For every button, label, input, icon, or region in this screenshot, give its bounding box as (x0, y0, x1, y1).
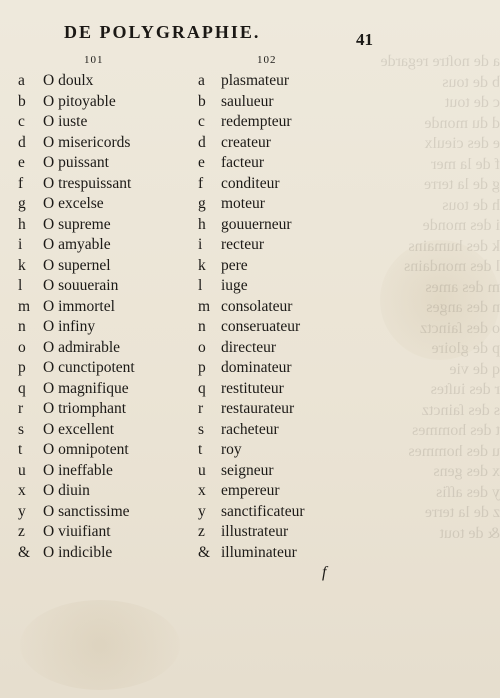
list-item (18, 297, 135, 318)
cipher-word: consolateur (221, 297, 293, 315)
cipher-letter: & (18, 543, 31, 561)
cipher-letter: y (198, 502, 206, 520)
cipher-letter: d (18, 133, 26, 151)
cipher-letter: c (198, 113, 205, 130)
paper-stain (380, 240, 500, 360)
cipher-word: O diuin (43, 482, 90, 499)
cipher-letter: n (18, 318, 26, 335)
cipher-letter: y (18, 502, 26, 520)
cipher-letter: l (198, 277, 203, 294)
list-item (18, 543, 135, 564)
list-item (198, 543, 304, 564)
list-item (18, 440, 135, 461)
cipher-word: O admirable (43, 338, 121, 356)
list-item (18, 133, 135, 154)
cipher-letter: p (198, 359, 206, 376)
list-item (18, 338, 135, 359)
cipher-letter: e (198, 154, 205, 171)
cipher-word: recteur (221, 236, 265, 253)
cipher-letter: u (198, 461, 206, 479)
cipher-word: O doulx (43, 72, 94, 89)
list-item (198, 174, 304, 195)
cipher-word: O excelse (43, 195, 104, 212)
list-item (198, 297, 304, 318)
list-item (198, 317, 304, 338)
cipher-word: empereur (221, 482, 280, 499)
cipher-word: illuminateur (221, 543, 297, 561)
cipher-word: O supreme (43, 215, 111, 233)
cipher-word: O trespuissant (43, 174, 132, 192)
cipher-word: restaurateur (221, 400, 295, 417)
cipher-word: saulueur (221, 92, 274, 110)
list-item (198, 338, 304, 359)
list-item (198, 112, 304, 133)
cipher-word: O omnipotent (43, 441, 129, 458)
cipher-letter: q (198, 379, 206, 397)
list-item (18, 92, 135, 113)
cipher-letter: e (18, 154, 25, 171)
list-item (198, 133, 304, 154)
cipher-letter: i (198, 236, 203, 253)
cipher-word: facteur (221, 154, 265, 171)
column-number-right: 102 (257, 54, 277, 66)
list-item (18, 502, 135, 523)
list-item (18, 153, 135, 174)
cipher-letter: h (198, 215, 206, 233)
cipher-letter: p (18, 359, 26, 376)
list-item (18, 112, 135, 133)
list-item (198, 194, 304, 215)
cipher-word: O amyable (43, 236, 111, 253)
column-number-left: 101 (84, 54, 104, 66)
list-item (198, 71, 304, 92)
cipher-word: moteur (221, 195, 265, 212)
list-item (198, 420, 304, 441)
cipher-letter: i (18, 236, 23, 253)
cipher-word: conseruateur (221, 318, 301, 335)
list-item (198, 440, 304, 461)
list-item (18, 174, 135, 195)
list-item (198, 92, 304, 113)
cipher-word: gouuerneur (221, 215, 292, 233)
running-title: DE POLYGRAPHIE. (64, 22, 261, 42)
list-item (198, 235, 304, 256)
cipher-letter: g (198, 195, 206, 212)
cipher-word: conditeur (221, 174, 280, 192)
list-item (198, 276, 304, 297)
cipher-letter: c (18, 113, 25, 130)
cipher-letter: u (18, 461, 26, 479)
cipher-letter: o (198, 338, 206, 356)
list-item (18, 481, 135, 502)
list-item (18, 358, 135, 379)
cipher-letter: x (198, 482, 206, 499)
list-item (198, 481, 304, 502)
right-word-list (198, 71, 304, 563)
list-item (198, 153, 304, 174)
cipher-word: O cunctipotent (43, 359, 135, 376)
list-item (18, 276, 135, 297)
cipher-letter: q (18, 379, 26, 397)
cipher-letter: a (18, 72, 25, 89)
cipher-letter: d (198, 133, 206, 151)
catchword: f (322, 564, 327, 581)
cipher-letter: t (18, 441, 23, 458)
list-item (198, 358, 304, 379)
cipher-letter: z (198, 523, 205, 540)
cipher-word: O puissant (43, 154, 109, 171)
cipher-word: pere (221, 256, 248, 274)
cipher-word: O magnifique (43, 379, 129, 397)
list-item (18, 71, 135, 92)
cipher-word: O viuifiant (43, 523, 111, 540)
cipher-letter: r (198, 400, 204, 417)
cipher-letter: n (198, 318, 206, 335)
list-item (198, 215, 304, 236)
cipher-letter: f (18, 174, 24, 192)
cipher-letter: r (18, 400, 24, 417)
cipher-word: illustrateur (221, 523, 289, 540)
cipher-letter: k (198, 256, 206, 274)
cipher-letter: m (18, 297, 31, 315)
cipher-word: iuge (221, 277, 248, 294)
page-number: 41 (356, 30, 373, 49)
cipher-word: O supernel (43, 256, 111, 274)
cipher-word: plasmateur (221, 72, 290, 89)
cipher-word: dominateur (221, 359, 292, 376)
cipher-letter: g (18, 195, 26, 212)
cipher-word: O pitoyable (43, 92, 116, 110)
cipher-word: seigneur (221, 461, 274, 479)
cipher-word: O immortel (43, 297, 115, 315)
cipher-letter: s (198, 420, 205, 438)
cipher-word: O indicible (43, 543, 113, 561)
cipher-word: O souuerain (43, 277, 119, 294)
list-item (18, 461, 135, 482)
cipher-letter: b (198, 92, 206, 110)
cipher-letter: b (18, 92, 26, 110)
list-item (18, 194, 135, 215)
cipher-word: O iuste (43, 113, 88, 130)
cipher-letter: a (198, 72, 205, 89)
cipher-word: racheteur (221, 420, 279, 438)
cipher-letter: x (18, 482, 26, 499)
cipher-letter: f (198, 174, 204, 192)
list-item (18, 235, 135, 256)
cipher-word: restituteur (221, 379, 284, 397)
cipher-word: roy (221, 441, 242, 458)
cipher-word: O misericords (43, 133, 131, 151)
cipher-letter: o (18, 338, 26, 356)
cipher-word: O sanctissime (43, 502, 130, 520)
list-item (18, 215, 135, 236)
list-item (198, 256, 304, 277)
list-item (18, 317, 135, 338)
bleed-through-text: a de noſtre regarde b de tous c de tout d du monde e des cieulx f de la mer g de la terre h de tous i des monde k des humains l des mondains m des ames n des anges o des ſainctz p de gloire q de vie r des iuſtes s des ſainctz t des hommes u des hommes x des gens y des aſſis z de la terre & de tout (380, 53, 500, 542)
list-item (198, 461, 304, 482)
cipher-word: directeur (221, 338, 277, 356)
list-item (198, 379, 304, 400)
paper-stain (20, 600, 180, 690)
list-item (198, 502, 304, 523)
cipher-letter: z (18, 523, 25, 540)
cipher-letter: m (198, 297, 211, 315)
cipher-word: sanctificateur (221, 502, 305, 520)
list-item (18, 379, 135, 400)
list-item (198, 399, 304, 420)
cipher-word: O infiny (43, 318, 96, 335)
list-item (18, 256, 135, 277)
list-item (18, 420, 135, 441)
cipher-letter: h (18, 215, 26, 233)
cipher-word: redempteur (221, 113, 292, 130)
list-item (198, 522, 304, 543)
cipher-word: O excellent (43, 420, 115, 438)
cipher-letter: & (198, 543, 211, 561)
cipher-letter: k (18, 256, 26, 274)
cipher-word: createur (221, 133, 271, 151)
cipher-word: O ineffable (43, 461, 113, 479)
cipher-letter: s (18, 420, 25, 438)
left-word-list (18, 71, 135, 563)
cipher-word: O triomphant (43, 400, 127, 417)
cipher-letter: t (198, 441, 203, 458)
list-item (18, 522, 135, 543)
cipher-letter: l (18, 277, 23, 294)
list-item (18, 399, 135, 420)
